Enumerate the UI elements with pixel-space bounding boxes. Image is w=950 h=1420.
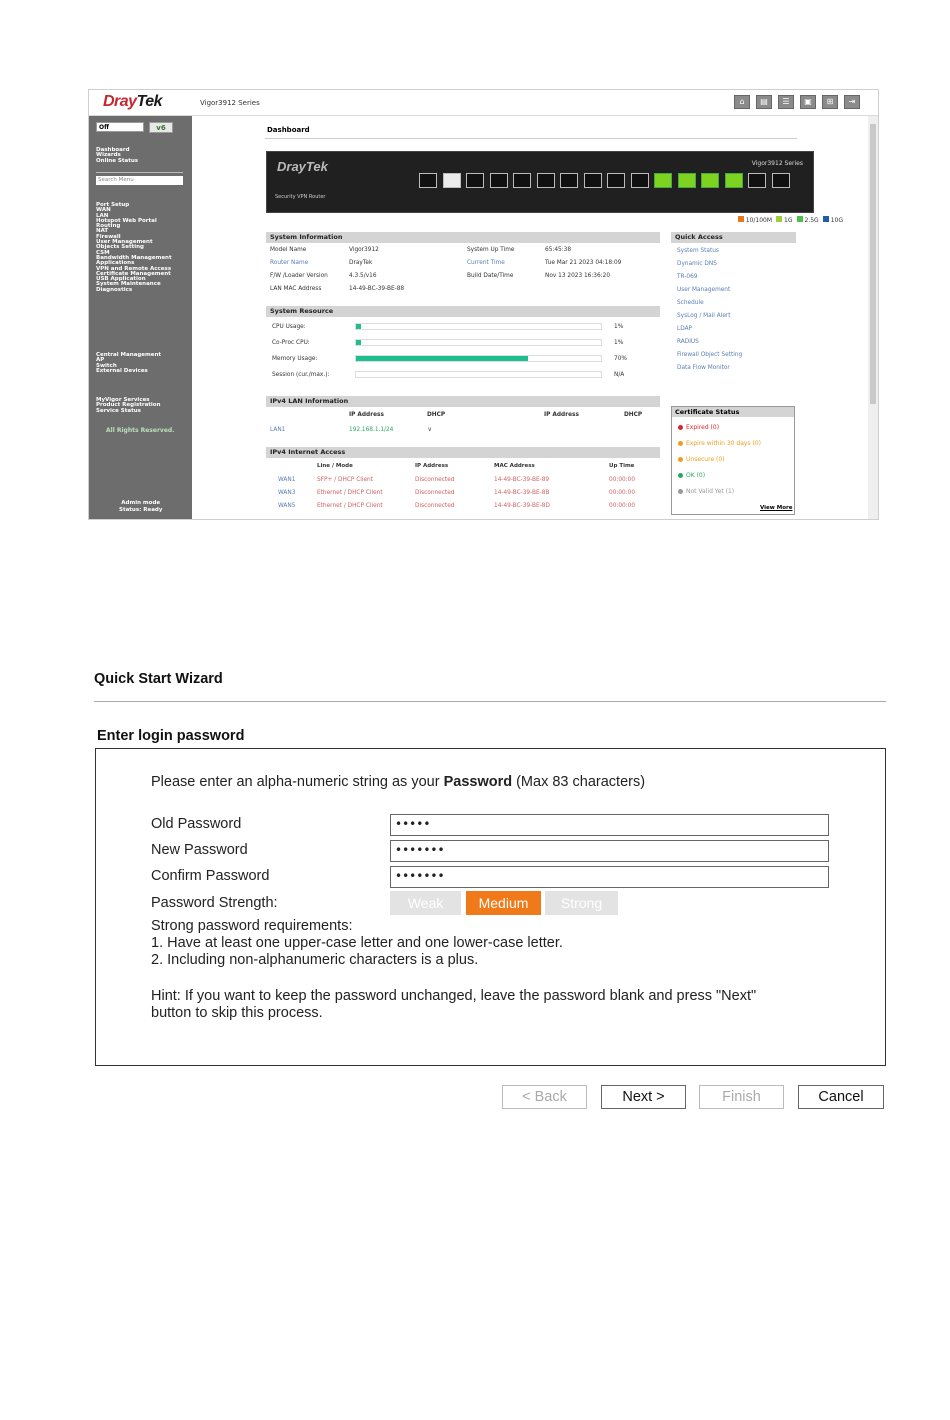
inet-ip: Disconnected — [415, 490, 455, 496]
menu-item[interactable]: USB Application — [96, 276, 146, 283]
rights-text: All Rights Reserved. — [106, 427, 175, 434]
resource-value: 1% — [614, 340, 624, 346]
inet-mac: 14-49-BC-39-BE-8B — [494, 490, 550, 496]
list-icon[interactable]: ☰ — [778, 95, 794, 109]
quick-access-link[interactable]: LDAP — [677, 326, 693, 332]
menu-myvigor-group — [96, 398, 161, 414]
dashboard-main — [192, 116, 868, 520]
resource-bar-fill — [356, 324, 361, 329]
port-icon — [419, 173, 437, 188]
inet-wan[interactable]: WAN1 — [278, 477, 296, 483]
inet-header: Line / Mode — [317, 463, 353, 469]
menu-item[interactable]: Product Registration — [96, 402, 161, 409]
inet-mode: Ethernet / DHCP Client — [317, 490, 383, 496]
panel-logo: DrayTek — [277, 159, 328, 174]
requirement-2: 2. Including non-alphanumeric characters is a plus. — [151, 952, 479, 968]
certificate-item — [678, 472, 705, 479]
inet-wan[interactable]: WAN3 — [278, 490, 296, 496]
inet-mode: Ethernet / DHCP Client — [317, 503, 383, 509]
sysinfo-label: F/W /Loader Version — [270, 273, 328, 279]
menu-item[interactable]: Central Management — [96, 352, 162, 358]
sysinfo-value: 4.3.5/v16 — [349, 273, 377, 279]
inet-uptime: 00:00:00 — [609, 477, 636, 483]
sysinfo-value: Vigor3912 — [349, 247, 379, 253]
lan-header: IP Address — [349, 412, 384, 418]
admin-status: Admin mode Status: Ready — [119, 500, 163, 513]
port-legend — [734, 216, 843, 224]
menu-item[interactable]: Online Status — [96, 157, 139, 164]
lan-ip: 192.168.1.1/24 — [349, 427, 394, 433]
requirements-title: Strong password requirements: — [151, 918, 353, 934]
sysinfo-value: 65:45:38 — [545, 247, 572, 253]
wizard-intro: Please enter an alpha-numeric string as your Password (Max 83 characters) — [151, 774, 646, 790]
wizard-subtitle: Enter login password — [97, 728, 245, 744]
scroll-thumb[interactable] — [870, 124, 876, 404]
sysinfo-label: Model Name — [270, 247, 307, 253]
certificate-item — [678, 440, 761, 447]
port-icon — [678, 173, 696, 188]
menu-item[interactable]: Certificate Management — [96, 270, 171, 277]
confirm-password-label: Confirm Password — [151, 868, 270, 884]
port-icon — [772, 173, 790, 188]
old-password-field[interactable]: ••••• — [390, 814, 829, 836]
port-icon — [607, 173, 625, 188]
legend-label: 2.5G — [804, 217, 819, 224]
port-icon — [701, 173, 719, 188]
certificate-item — [678, 456, 725, 463]
legend-label: 10G — [830, 217, 843, 224]
new-password-field[interactable]: ••••••• — [390, 840, 829, 862]
sysinfo-value: 14-49-BC-39-BE-88 — [349, 286, 405, 292]
menu-item[interactable]: Wizards — [96, 152, 121, 159]
sysinfo-label: System Up Time — [467, 247, 515, 253]
port-icon — [631, 173, 649, 188]
sysinfo-label: Current Time — [467, 260, 505, 266]
menu-item[interactable]: LAN — [96, 212, 109, 219]
dashboard-rule — [265, 138, 797, 139]
port-icon — [537, 173, 555, 188]
menu-item[interactable]: Service Status — [96, 407, 141, 414]
inet-uptime: 00:00:00 — [609, 490, 636, 496]
password-strength-label: Password Strength: — [151, 895, 278, 911]
inet-header: Up Time — [609, 463, 635, 469]
status-dot-icon — [678, 489, 683, 494]
back-button[interactable]: < Back — [502, 1085, 587, 1109]
status-dot-icon — [678, 425, 683, 430]
dashboard-title: Dashboard — [267, 126, 310, 134]
resource-value: N/A — [614, 372, 625, 378]
legend-item — [738, 217, 772, 224]
system-resource-header: System Resource — [266, 306, 660, 317]
cancel-button[interactable]: Cancel — [798, 1085, 884, 1109]
port-icon — [725, 173, 743, 188]
panel-caption: Security VPN Router — [275, 194, 326, 200]
confirm-password-field[interactable]: ••••••• — [390, 866, 829, 888]
menu-item[interactable]: User Management — [96, 239, 153, 246]
status-dot-icon — [678, 441, 683, 446]
menu-item[interactable]: Applications — [96, 260, 135, 267]
menu-item[interactable]: Hotspot Web Portal — [96, 217, 157, 224]
legend-item — [823, 217, 843, 224]
save-icon[interactable]: ▣ — [800, 95, 816, 109]
menu-item[interactable]: External Devices — [96, 367, 148, 374]
status-icon[interactable]: ▤ — [756, 95, 772, 109]
port-icon — [513, 173, 531, 188]
router-dashboard-screenshot — [88, 89, 879, 520]
menu-item[interactable]: Switch — [96, 362, 117, 369]
port-icon — [584, 173, 602, 188]
strength-medium: Medium — [466, 891, 541, 915]
quick-access-link[interactable]: Dynamic DNS — [677, 261, 717, 267]
quick-access-link[interactable]: TR-069 — [677, 274, 698, 280]
status-dot-icon — [678, 473, 683, 478]
certificate-status-box — [671, 406, 795, 515]
export-icon[interactable]: ⊞ — [822, 95, 838, 109]
menu-item[interactable]: VPN and Remote Access — [96, 265, 172, 272]
top-icon-bar — [734, 95, 860, 109]
quick-access-link[interactable]: SysLog / Mail Alert — [677, 313, 731, 319]
certificate-item-label: Not Valid Yet (1) — [686, 488, 735, 495]
next-button[interactable]: Next > — [601, 1085, 686, 1109]
lan-header: IP Address — [544, 412, 579, 418]
certificate-item-label: OK (0) — [686, 472, 706, 479]
internet-access-header: IPv4 Internet Access — [266, 447, 660, 458]
dashboard-scrollbar[interactable] — [868, 116, 878, 520]
legend-swatch — [738, 216, 744, 222]
inet-header: IP Address — [415, 463, 449, 469]
sysinfo-label: Router Name — [270, 260, 309, 266]
sysinfo-label: LAN MAC Address — [270, 286, 322, 292]
old-password-label: Old Password — [151, 816, 242, 832]
inet-mode: SFP+ / DHCP Client — [317, 477, 373, 483]
view-more-link[interactable]: View More — [760, 505, 793, 511]
menu-central-group — [96, 353, 161, 374]
wizard-rule — [94, 701, 886, 702]
ipv6-badge[interactable]: v6 — [149, 122, 173, 133]
draytek-logo: DrayTek — [103, 93, 163, 110]
menu-item[interactable]: CSM — [96, 249, 110, 256]
resource-label: Co-Proc CPU: — [272, 340, 310, 346]
resource-bar — [355, 371, 602, 378]
menu-top-group — [96, 148, 138, 164]
menu-item[interactable]: Bandwidth Management — [96, 254, 172, 261]
lan-dhcp: v — [428, 427, 432, 433]
hint-line-2: button to skip this process. — [151, 1005, 323, 1021]
resource-bar-fill — [356, 340, 361, 345]
certificate-item-label: Unsecure (0) — [686, 456, 725, 463]
sysinfo-value: DrayTek — [349, 260, 373, 266]
resource-label: Session (cur./max.): — [272, 372, 330, 378]
wizard-title: Quick Start Wizard — [94, 671, 223, 687]
resource-value: 70% — [614, 356, 627, 362]
lan-header: DHCP — [624, 412, 643, 418]
logout-icon[interactable]: ⇥ — [844, 95, 860, 109]
hint-line-1: Hint: If you want to keep the password unchanged, leave the password blank and press "Next" — [151, 988, 757, 1004]
sysinfo-value: Nov 13 2023 16:36:20 — [545, 273, 611, 279]
resource-bar-fill — [356, 356, 528, 361]
menu-main-group — [96, 203, 172, 293]
inet-mac: 14-49-BC-39-BE-8D — [494, 503, 550, 509]
legend-item — [797, 217, 819, 224]
legend-label: 1G — [784, 217, 793, 224]
quick-access-link[interactable]: User Management — [677, 287, 731, 293]
lan-name[interactable]: LAN1 — [270, 427, 286, 433]
search-menu-input[interactable]: Search Menu — [96, 176, 183, 185]
certificate-item — [678, 488, 734, 495]
legend-swatch — [776, 216, 782, 222]
menu-item[interactable]: WAN — [96, 207, 111, 214]
new-password-label: New Password — [151, 842, 248, 858]
status-dot-icon — [678, 457, 683, 462]
quick-access-link[interactable]: Schedule — [677, 300, 704, 306]
resource-value: 1% — [614, 324, 624, 330]
port-icon — [654, 173, 672, 188]
quick-access-link[interactable]: System Status — [677, 248, 719, 254]
menu-item[interactable]: MyVigor Services — [96, 397, 150, 403]
menu-item[interactable]: System Maintenance — [96, 281, 161, 288]
inet-uptime: 00:00:00 — [609, 503, 636, 509]
sysinfo-label: Build Date/Time — [467, 273, 514, 279]
router-topbar — [89, 90, 879, 116]
legend-swatch — [823, 216, 829, 222]
inet-header: MAC Address — [494, 463, 535, 469]
menu-divider — [96, 172, 183, 173]
inet-ip: Disconnected — [415, 503, 455, 509]
inet-mac: 14-49-BC-39-BE-89 — [494, 477, 550, 483]
menu-item[interactable]: AP — [96, 357, 105, 364]
port-icon — [560, 173, 578, 188]
requirement-1: 1. Have at least one upper-case letter and one lower-case letter. — [151, 935, 563, 951]
finish-button[interactable]: Finish — [699, 1085, 784, 1109]
port-icon — [490, 173, 508, 188]
port-icon — [466, 173, 484, 188]
certificate-item-label: Expire within 30 days (0) — [686, 440, 761, 447]
menu-item[interactable]: Dashboard — [96, 147, 130, 153]
menu-item[interactable]: Routing — [96, 223, 121, 230]
inet-wan[interactable]: WAN5 — [278, 503, 296, 509]
resource-label: Memory Usage: — [272, 356, 318, 362]
inet-ip: Disconnected — [415, 477, 455, 483]
resource-bar — [355, 339, 602, 346]
lan-header: DHCP — [427, 412, 446, 418]
router-sidebar — [89, 116, 192, 520]
legend-item — [776, 217, 792, 224]
port-icon — [443, 173, 461, 188]
quick-access-header: Quick Access — [671, 232, 796, 243]
home-icon[interactable]: ⌂ — [734, 95, 750, 109]
quick-access-link[interactable]: Firewall Object Setting — [677, 352, 743, 358]
certificate-status-header: Certificate Status — [672, 407, 794, 417]
menu-item[interactable]: Firewall — [96, 233, 121, 240]
menu-item[interactable]: NAT — [96, 228, 109, 235]
menu-item[interactable]: Objects Setting — [96, 244, 144, 251]
quick-access-link[interactable]: Data Flow Monitor — [677, 365, 730, 371]
certificate-item-label: Expired (0) — [686, 424, 720, 431]
port-icon — [748, 173, 766, 188]
legend-swatch — [797, 216, 803, 222]
resource-bar — [355, 355, 602, 362]
system-information-header: System Information — [266, 232, 660, 243]
resource-label: CPU Usage: — [272, 324, 306, 330]
quick-access-link[interactable]: RADIUS — [677, 339, 699, 345]
strength-strong: Strong — [545, 891, 618, 915]
certificate-item — [678, 424, 719, 431]
sysinfo-value: Tue Mar 21 2023 04:18:09 — [545, 260, 622, 266]
language-select[interactable]: Off — [96, 122, 144, 132]
strength-weak: Weak — [390, 891, 461, 915]
lan-info-header: IPv4 LAN Information — [266, 396, 660, 407]
resource-bar — [355, 323, 602, 330]
legend-label: 10/100M — [745, 217, 773, 224]
menu-item[interactable]: Diagnostics — [96, 286, 133, 293]
router-series: Vigor3912 Series — [200, 99, 260, 107]
menu-item[interactable]: Port Setup — [96, 202, 130, 208]
router-front-panel — [266, 151, 814, 213]
panel-series: Vigor3912 Series — [751, 160, 803, 167]
